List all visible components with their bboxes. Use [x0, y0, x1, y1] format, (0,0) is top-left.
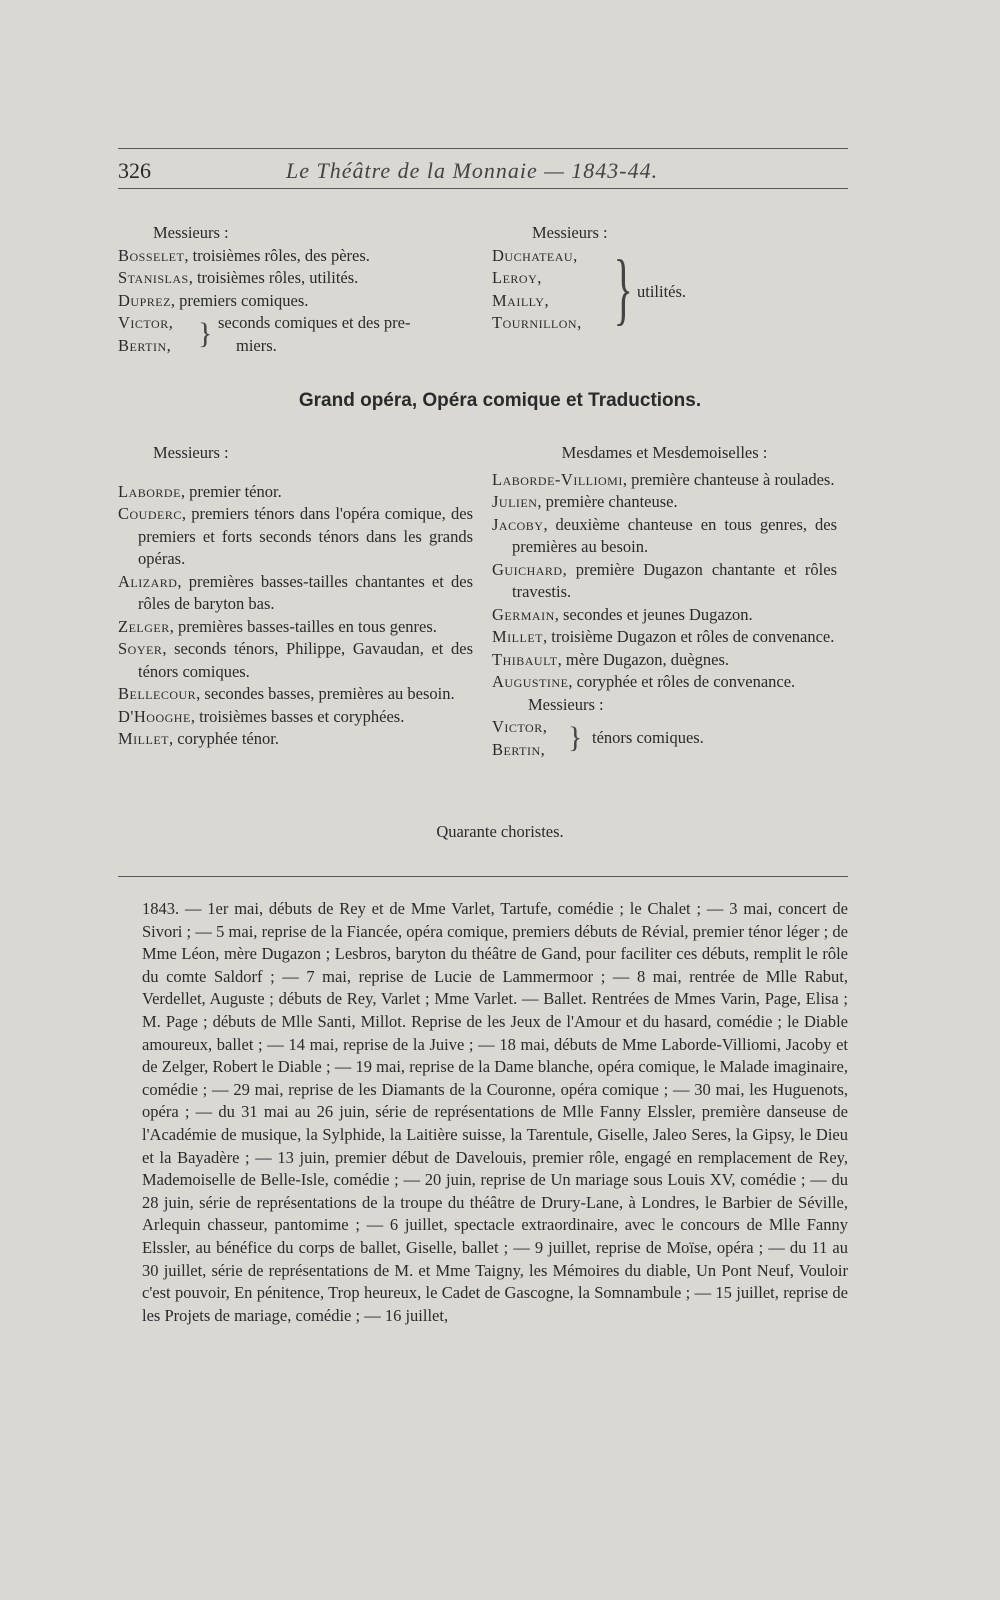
- top-left-roster: [118, 222, 478, 357]
- brace-symbol: }: [568, 721, 583, 754]
- roster-line: Bosselet, troisièmes rôles, des pères.: [118, 245, 370, 265]
- roster-heading: Messieurs :: [532, 223, 608, 242]
- roster-name: Mailly,: [492, 290, 550, 310]
- section-heading: Grand opéra, Opéra comique et Traductions.: [298, 390, 702, 411]
- cast-entry: Millet, troisième Dugazon et rôles de convenance.: [492, 627, 835, 646]
- roster-role: ténors comiques.: [592, 728, 704, 747]
- roster-line: Stanislas, troisièmes rôles, utilités.: [118, 268, 359, 287]
- brace-symbol: }: [613, 244, 633, 333]
- men-subheading: Messieurs :: [528, 694, 604, 714]
- page-number: 326: [118, 158, 151, 183]
- roster-name: Duchateau,: [492, 245, 578, 265]
- roster-pair: [492, 716, 837, 761]
- roster-name: Tournillon,: [492, 313, 582, 332]
- roster-line: Duprez, premiers comiques.: [118, 290, 309, 310]
- roster-role: utilités.: [637, 281, 687, 301]
- men-column: [118, 442, 473, 751]
- roster-name: Victor,: [492, 717, 548, 736]
- cast-entry: Germain, secondes et jeunes Dugazon.: [492, 604, 753, 624]
- cast-entry: Alizard, premières basses-tailles chantantes et des rôles de baryton bas.: [118, 571, 473, 613]
- cast-entry: Augustine, coryphée et rôles de convenance.: [492, 672, 796, 691]
- section-rule: [118, 876, 848, 877]
- cast-entry: Zelger, premières basses-tailles en tous genres.: [118, 616, 437, 636]
- chronicle-paragraph: 1843. — 1er mai, débuts de Rey et de Mme Varlet, Tartufe, comédie ; le Chalet ; — 3 mai, concert de Sivori ; — 5 mai, reprise de la Fiancée, opéra comique, premiers débuts de Révial, premier ténor léger ; de Mme Léon, mère Dugazon ; Lesbros, baryton du théâtre de Gand, pour faciliter ces débuts, remplit le rôle du comte Saldorf ; — 7 mai, reprise de Lucie de Lammermoor ; — 8 mai, rentrée de Mlle Rabut, Verdellet, Auguste ; débuts de Rey, Varlet ; Mme Varlet. — Ballet. Rentrées de Mmes Varin, Page, Elisa ; M. Page ; débuts de Mlle Santi, Millot. Reprise de les Jeux de l'Amour et du hasard, comédie ; le Diable amoureux, ballet ; — 14 mai, reprise de la Juive ; — 18 mai, débuts de Mme Laborde-Villiomi, Jacoby et de Zelger, Robert le Diable ; — 19 mai, reprise de la Dame blanche, opéra comique, le Malade imaginaire, comédie ; — 29 mai, reprise de les Diamants de la Couronne, opéra comique ; — 30 mai, les Huguenots, opéra ; — du 31 mai au 26 juin, série de représentations de Mlle Fanny Elssler, première danseuse de l'Académie de musique, la Sylphide, la Laitière suisse, la Tarentule, Giselle, Jaleo Seres, la Gipsy, le Dieu et la Bayadère ; — 13 juin, premier début de Davelouis, premier rôle, engagé en remplacement de Rey, Mademoiselle de Belle-Isle, comédie ; — 20 juin, reprise de Un mariage sous Louis XV, comédie ; — du 28 juin, série de représentations de la troupe du théâtre de Drury-Lane, à Londres, le Barbier de Séville, Arlequin chasseur, pantomime ; — 6 juillet, spectacle extraordinaire, avec le concours de Mlle Fanny Elssler, au bénéfice du corps de ballet, Giselle, ballet ; — 9 juillet, reprise de Moïse, opéra ; — du 11 au 30 juillet, série de représentations de M. et Mme Taigny, les Mémoires du diable, Un Pont Neuf, Vouloir c'est pouvoir, En pénitence, Trop heureux, le Cadet de Gascogne, la Somnambule ; — 15 juillet, reprise de les Projets de mariage, comédie ; — 16 juillet,: [142, 899, 848, 1325]
- roster-name: Leroy,: [492, 268, 542, 287]
- cast-entry: Couderc, premiers ténors dans l'opéra comique, des premiers et forts seconds ténors dans les grands opéras.: [118, 504, 473, 568]
- roster-pair: [118, 312, 478, 357]
- cast-entry: Julien, première chanteuse.: [492, 492, 678, 511]
- cast-entry: Soyer, seconds ténors, Philippe, Gavaudan, et des ténors comiques.: [118, 639, 473, 681]
- men-heading: Messieurs :: [153, 443, 229, 462]
- cast-entry: Laborde, premier ténor.: [118, 481, 282, 501]
- roster-name: Victor,: [118, 313, 174, 332]
- cast-entry: D'Hooghe, troisièmes basses et coryphées.: [118, 706, 405, 726]
- page-header: [118, 158, 848, 188]
- chronicle-text: [118, 898, 848, 1327]
- roster-heading: Messieurs :: [153, 223, 229, 242]
- roster-group: [492, 245, 832, 337]
- cast-entry: Jacoby, deuxième chanteuse en tous genres, des premières au besoin.: [492, 514, 837, 556]
- brace-symbol: }: [198, 317, 213, 350]
- women-column: [492, 442, 837, 761]
- roster-role: seconds comiques et des pre-: [218, 313, 411, 332]
- choristes-line: Quarante choristes.: [436, 822, 564, 841]
- cast-entry: Laborde-Villiomi, première chanteuse à roulades.: [492, 469, 835, 489]
- roster-name: Bertin,: [492, 739, 546, 759]
- women-heading: Mesdames et Mesdemoiselles :: [561, 443, 768, 462]
- cast-entry: Bellecour, secondes basses, premières au besoin.: [118, 684, 455, 703]
- roster-name: Bertin,: [118, 335, 172, 355]
- top-right-roster: [492, 222, 832, 337]
- roster-role: miers.: [236, 335, 277, 355]
- cast-entry: Guichard, première Dugazon chantante et rôles travestis.: [492, 559, 837, 601]
- cast-entry: Thibault, mère Dugazon, duègnes.: [492, 649, 729, 669]
- header-top-rule: [118, 148, 848, 149]
- cast-entry: Millet, coryphée ténor.: [118, 729, 279, 748]
- header-bottom-rule: [118, 188, 848, 189]
- running-title: Le Théâtre de la Monnaie — 1843-44.: [286, 158, 659, 183]
